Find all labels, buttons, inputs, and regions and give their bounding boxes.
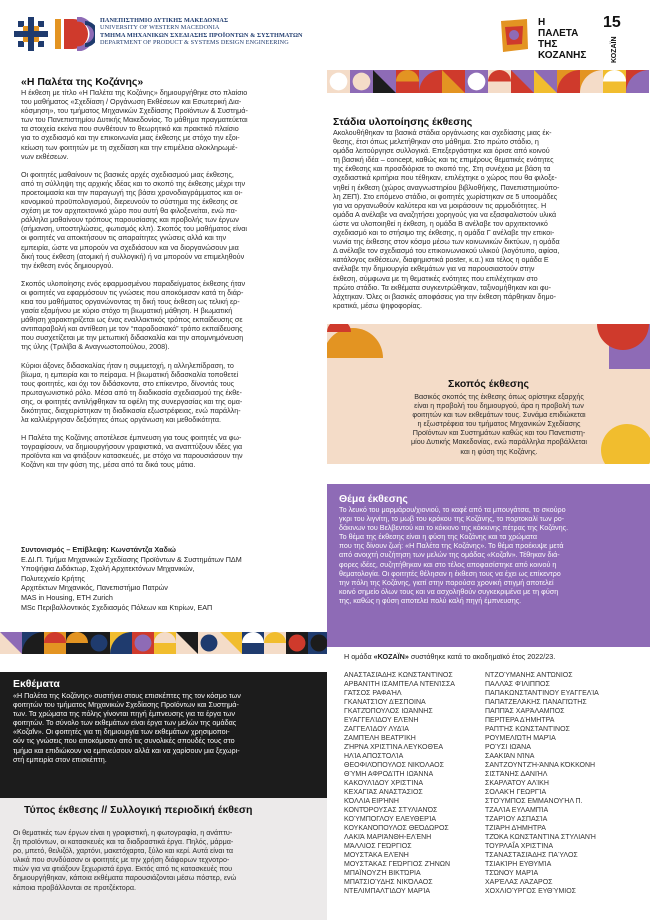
text-line: υλικά που συνδύασαν οι φοιτητές με την χρήση διάφορων τεχνοτρο- — [13, 855, 230, 865]
pattern-shape — [201, 635, 218, 652]
team-intro — [344, 652, 555, 662]
text-line: τμήμα και επιδιώκουν να εμπνεύσουν αλλά και να χαρίσουν μια ξεχωρι- — [13, 745, 240, 755]
kozain-number: 15 — [603, 14, 621, 31]
team-member-name: ΡΟΎΣΙ ΙΩΆΝΑ — [485, 744, 531, 752]
credit-line: MAS in Housing, ETH Zurich — [21, 592, 113, 602]
text-line: αντιπαραβολή και αντίθεση με τον “παραδοσιακό” τρόπο εκπαίδευσης — [21, 324, 243, 334]
text-line: κοινό σημείο όλων τους και να ασχοληθούν συγκεκριμένα με τη φύση — [339, 586, 559, 596]
text-line: φορες ιδέες, συζητήθηκαν και στο τέλος αποφασίστηκε από κοινού η — [339, 559, 557, 569]
text-line: οι φοιτητές να αποκτήσουν τις απαραίτητες γνώσεις αλλά και την — [21, 233, 227, 243]
text-line: προϊόντα και να φτιάξουν κατασκευές, με στόχο να παρουσιάσουν την — [21, 451, 243, 461]
text-line: Η Παλέτα της Κοζάνης αποτέλεσε έμπνευση για τους φοιτητές να φω- — [21, 433, 242, 443]
text-line: κόσμηση», του τμήματος Μηχανικών Σχεδίασης Προϊόντων & Συστημά- — [21, 106, 248, 116]
team-member-name: ΤΣΏΝΟΥ ΜΑΡΊΑ — [485, 870, 539, 878]
team-intro-prefix: Η ομάδα — [344, 652, 374, 661]
text-line: που της δίνουν ζωή: «Η Παλέτα της Κοζάνης». Το θέμα προέκυψε μετά — [339, 541, 564, 551]
text-line: τη βασική ιδέα – concept, καθώς και τις επιμέρους θεματικές ενότητες — [333, 155, 554, 165]
text-line: βίωμα, η εμπειρία και το πείραμα. Η βιωματική διδασκαλία τοποθετεί — [21, 369, 239, 379]
team-member-name: ΝΤΕΛΙΜΠΑΛΤΊΔΟΥ ΜΑΡΊΑ — [344, 888, 431, 896]
credit-line: MSc Περιβαλλοντικός Σχεδιασμός Πόλεων και Κτιρίων, ΕΑΠ — [21, 602, 213, 612]
decorative-pattern-middle — [0, 632, 327, 672]
team-member-name: ΤΖΑΡΊΟΥ ΑΣΠΑΣΊΑ — [485, 816, 548, 824]
team-member-name: ΠΑΠΑΚΩΝΣΤΑΝΤΊΝΟΥ ΕΥΑΓΓΕΛΊΑ — [485, 690, 599, 698]
purpose-title: Σκοπός έκθεσης — [448, 378, 529, 390]
intro-title: «Η Παλέτα της Κοζάνης» — [21, 76, 144, 88]
text-line: η εξωστρέφεια του τμήματος Μηχανικών Σχεδίασης — [417, 419, 581, 429]
text-line: φοιτητών και των εκθεμάτων τους. Συνάμα επιδιώκεται — [412, 410, 586, 420]
text-line: Κύριοι άξονες διδασκαλίας ήταν η συμμετοχή, η αλληλεπίδραση, το — [21, 360, 234, 370]
team-member-name: ΣΤΟΎΜΠΟΣ ΕΜΜΑΝΟΥΉΛ Π. — [485, 798, 583, 806]
text-line: ομάδα Α ανέλαβε να αναζητήσει χορηγούς για να εξασφαλιστούν υλικά — [333, 209, 557, 219]
team-member-name: ΚΟΝΤΌΡΟΥΣΑΣ ΣΤΥΛΙΑΝΌΣ — [344, 807, 438, 815]
text-line: τογραφίσουν, να δημιουργήσουν γραφιστικά, να αναπτύξουν ιδέες για — [21, 442, 243, 452]
team-member-name: ΠΕΡΠΈΡΑ ΔΉΜΗΤΡΑ — [485, 717, 555, 725]
text-line: ούν τις γνώσεις που αποκόμισαν από τις συνολικές σπουδές τους στο — [13, 736, 235, 746]
team-member-name: ΠΑΛΛΆΣ ΦΊΛΙΠΠΟΣ — [485, 681, 550, 689]
credits-lines — [21, 555, 321, 613]
text-line: γασία εξαμήνου με κύριο στόχο τη βιωματική μάθηση. Η βιωματική — [21, 306, 233, 316]
exhibits-title: Εκθέματα — [13, 678, 60, 690]
logo-line-3: ΤΗΣ — [538, 39, 558, 50]
type-paragraph — [13, 828, 317, 892]
text-line: Οι θεματικές των έργων είναι η γραφιστική, η φωτογραφία, η ανάπτυ- — [13, 828, 233, 837]
text-line: πρωταγωνιστικό ρόλο. Μέσα από τη διαδικασία σχεδιασμού της έκθε- — [21, 387, 242, 397]
text-line: Οι φοιτητές μαθαίνουν τις βασικές αρχές σχεδιασμού μιας έκθεσης, — [21, 169, 234, 179]
text-line: κάποια προβάλλονται σε προτζέκτορα. — [13, 882, 137, 892]
text-line: σχεδιαστικά κριτήρια που τέθηκαν, επιλέχτηκε ο χώρος που θα φιλοξε- — [333, 173, 557, 183]
text-line: πιών για να φτιάξουν ξεχωριστά έργα. Εκτός από τις κατασκευές που — [13, 864, 233, 874]
text-line: Προϊόντων και Συστημάτων καθώς και του Πανεπιστη- — [412, 428, 586, 438]
text-line: από ανοιχτή συζήτηση των μελών της ομάδας «Κοζαΐν». Τέθηκαν διά- — [339, 550, 560, 560]
logo-line-2: ΠΑΛΕΤΑ — [538, 28, 579, 39]
team-member-name: ΤΖΙΆΡΗ ΔΉΜΗΤΡΑ — [485, 825, 546, 833]
team-member-name: ΤΖΌΚΑ ΚΩΝΣΤΑΝΤΊΝΑ ΣΤΥΛΙΑΝΉ — [485, 834, 596, 842]
pattern-shape — [311, 635, 327, 652]
team-member-name: ΠΑΠΠΆΣ ΧΑΡΆΛΑΜΠΟΣ — [485, 708, 565, 716]
text-line: λη ΖΕΠ). Στο επόμενο στάδιο, οι φοιτητές χωρίστηκαν σε 5 υποομάδες — [333, 191, 558, 201]
university-header — [100, 17, 350, 47]
text-line: κεια του μαθήματος οργανώνοντας τη δική τους έκθεση ως τελική ερ- — [21, 296, 240, 306]
purpose-box — [327, 324, 650, 464]
team-member-name: ΚΑΚΟΥΛΊΔΟΥ ΧΡΙΣΤΊΝΑ — [344, 780, 424, 788]
text-line: σης, οι φοιτητές αντιλήφθηκαν τα οφέλη της συνεργασίας και της ομα- — [21, 396, 243, 406]
text-line: ομάδα λειτούργησε συλλογικά. Επεξεργάστηκε και όρισε από κοινού — [333, 146, 550, 156]
text-line: Το λευκό του μαρμάρου/χιονιού, το καφέ από τα μπουγάτσα, το σκούρο — [339, 505, 566, 514]
university-name-en: UNIVERSITY OF WESTERN MACEDONIA — [100, 24, 220, 32]
team-member-name: ΝΤΖΟΎΜΑΝΗΣ ΑΝΤΏΝΙΟΣ — [485, 672, 573, 679]
text-line: τα στοιχεία εκείνα που συνθέτουν το θεωρητικό και πρακτικό πλαίσιο — [21, 124, 239, 134]
pattern-shape — [468, 73, 486, 91]
text-line: Βασικός σκοπός της έκθεσης όπως ορίστηκε εξαρχής — [414, 392, 584, 401]
team-member-name: ΚΕΧΑΓΙΆΣ ΑΝΑΣΤΆΣΙΟΣ — [344, 789, 423, 797]
team-member-name: ΜΟΥΣΤΆΚΑΣ ΓΕΏΡΓΙΟΣ ΖΉΝΩΝ — [344, 861, 451, 869]
text-line: κατάλογος εκθέσεων, διαφημιστικά poster, κ.α.) και τέλος η ομάδα Ε — [333, 255, 549, 265]
text-line: φοιτητών. Το σύνολο των εκθεμάτων είναι έργα των μελών της ομάδας — [13, 718, 237, 728]
department-logo — [55, 17, 95, 51]
team-member-name: ΣΑΑΚΙΆΝ ΝΊΝΑ — [485, 753, 535, 761]
text-line: την έκθεση ενός δημιουργού. — [21, 260, 114, 270]
team-name: «ΚΟΖΑΪΝ» — [373, 652, 409, 661]
intro-paragraph-5 — [21, 433, 314, 469]
text-line: του μαθήματος «Σχεδίαση / Οργάνωση Εκθέσεων και Εσωτερική Δια- — [21, 97, 242, 107]
text-line: εμπειρία, ώστε να μπορούν να σχεδιάσουν και να διοργανώσουν μια — [21, 242, 239, 252]
text-line: της ύλης (Τριλίβα & Αναγνωστοπούλου, 2008). — [21, 342, 170, 352]
pattern-shape — [289, 635, 306, 652]
team-member-name: ΚΟΎΜΠΟΓΛΟΥ ΕΛΕΥΘΕΡΊΑ — [344, 816, 437, 824]
team-member-name: ΜΠΑΪΝΟΥΖΉ ΒΙΚΤΏΡΙΑ — [344, 870, 421, 878]
credit-line: Υποψήφια Διδάκτωρ, Σχολή Αρχιτεκτόνων Μηχανικών, — [21, 564, 195, 574]
text-line: που συσχετίζεται με την μετωπική διδασκαλία και την απομνημόνευση — [21, 333, 244, 343]
text-line: γκρι του λιγνίτη, το μωβ του κρόκου της Κοζάνης, το πορτοκαλί των ρο- — [339, 514, 565, 524]
text-line: για να οργανωθούν καλύτερα και να μοιράσουν τις αρμοδιότητες. Η — [333, 200, 547, 210]
text-line: νων εκθέσεων. — [21, 151, 69, 161]
intro-section — [21, 88, 314, 470]
team-member-name: ΓΚΑΤΖΌΠΟΥΛΟΣ ΙΩΆΝΝΗΣ — [344, 708, 433, 716]
team-member-name: ΡΑΠΤΉΣ ΚΩΝΣΤΑΝΤΊΝΟΣ — [485, 726, 570, 734]
team-member-name: ΧΟΧΛΙΟΎΡΓΟΣ ΕΥΘΎΜΙΟΣ — [485, 888, 577, 896]
team-member-name: ΓΆΤΣΟΣ ΡΑΦΑΉΛ — [344, 690, 402, 698]
text-line: οι φοιτητές να εφαρμόσουν τις γνώσεις που αποκόμισαν κατά τη διάρ- — [21, 287, 244, 297]
pattern-shape — [91, 635, 108, 652]
team-member-name: ΣΙΣΤΆΝΗΣ ΔΑΝΙΉΛ — [485, 771, 548, 779]
theme-box — [327, 484, 650, 647]
intro-paragraph-1 — [21, 88, 314, 161]
team-member-name: ΜΠΑΤΣΙΟΎΔΗΣ ΝΙΚΌΛΑΟΣ — [344, 879, 433, 887]
credit-line: Ε.ΔΙ.Π. Τμήμα Μηχανικών Σχεδίασης Προϊόντων & Συστημάτων ΠΔΜ — [21, 554, 242, 564]
pattern-shape — [353, 73, 371, 91]
team-member-name: ΤΣΑΝΑΣΤΆΣΙΆΔΗΣ ΠΑΎΛΟΣ — [485, 852, 578, 860]
team-members-column-2 — [485, 671, 645, 896]
credit-line: Πολυτεχνείο Κρήτης — [21, 573, 85, 583]
intro-paragraph-3 — [21, 279, 314, 352]
team-member-name: ΡΟΥΜΕΛΙΏΤΗ ΜΑΡΊΑ — [485, 735, 556, 743]
text-line: πρώτο στάδιο. Τα εκθέματα συγκεντρώθηκαν, ταξινομήθηκαν και φυ- — [333, 282, 551, 292]
text-line: προετοιμασία και την παραγωγή της βάσει χρονοδιαγράμματος και οι- — [21, 187, 243, 197]
team-member-name: ΓΚΑΝΑΤΣΊΟΥ ΔΈΣΠΟΙΝΑ — [344, 699, 426, 707]
text-line: νωνία της έκθεσης στον κόσμο μέσω των κοινωνικών δικτύων, η ομάδα — [333, 237, 560, 247]
team-member-name: ΘΕΟΦΙΛΌΠΟΥΛΟΣ ΝΙΚΌΛΑΟΣ — [344, 762, 444, 770]
decorative-pattern-top — [327, 70, 650, 114]
credits — [21, 545, 321, 612]
stages-paragraph — [333, 128, 631, 310]
type-title: Τύπος έκθεσης // Συλλογική περιοδική έκθεση — [24, 804, 253, 816]
text-line: κείωση των φοιτητών με τη σχεδίαση και την επιμέλεια ολοκληρωμέ- — [21, 142, 238, 152]
text-line: «Η Παλέτα της Κοζάνης» συστήνει στους επισκέπτες της τον κόσμο των — [13, 691, 241, 700]
text-line: ώστε να υλοποιηθεί η έκθεση, η ομάδα Β ανέλαβε τον αρχιτεκτονικό — [333, 218, 548, 228]
kozain-word: ΚΟΖΑΪΝ — [611, 36, 618, 63]
team-member-name: ΜΆΛΛΙΟΣ ΓΕΏΡΓΙΟΣ — [344, 843, 412, 851]
exhibits-box — [0, 672, 327, 798]
intro-paragraph-2 — [21, 170, 314, 270]
purpose-paragraph — [393, 392, 605, 456]
text-line: και η φύση της Κοζάνης. — [460, 446, 538, 456]
text-line: κονομικού προϋπολογισμού, διερευνούν το σύστημα της έκθεσης σε — [21, 197, 238, 207]
text-line: Ακολουθήθηκαν τα βασικά στάδια οργάνωσης και σχεδίασης μιας έκ- — [333, 128, 552, 137]
university-logo — [14, 17, 48, 51]
text-line: της, καθώς η φύση αποτελεί πολύ καλή πηγή έμπνευσης. — [339, 595, 522, 605]
team-member-name: ΣΑΝΤΖΟΥΝΤΖΉ-ΆΝΝΑ ΚΌΚΚΟΝΗ — [485, 762, 596, 770]
text-line: στή εμπειρία στον επισκέπτη. — [13, 754, 107, 764]
logo-line-4: ΚΟΖΑΝΗΣ — [538, 50, 587, 61]
team-member-name: ΚΟΥΚΑΝΌΠΟΥΛΟΣ ΘΕΌΔΩΡΟΣ — [344, 825, 449, 833]
text-line: από τη σύλληψη της αρχικής ιδέας και το σκοπό της έκθεσης μέχρι την — [21, 178, 246, 188]
text-line: δική τους έκθεση (ατομική ή συλλογική) ή να μπορούν να επιμεληθούν — [21, 251, 245, 261]
text-line: έκθεση, σύμφωνα με τη θεματικές ενότητες που επιλέχτηκαν στο — [333, 273, 538, 283]
kozain-logo — [603, 15, 627, 63]
text-line: σχέση με τον αρχιτεκτονικό χώρο που αυτή θα φιλοξενείται, ενώ πα- — [21, 206, 238, 216]
text-line: θεματολογία. Οι φοιτητές θέλησαν η έκθεση τους να έχει ως επίκεντρο — [339, 568, 561, 578]
text-line: την πόλη της Κοζάνης, γιατί στην παρούσα χρονική στιγμή αποτελεί — [339, 577, 554, 587]
text-line: δικότητας, διαχειρίστηκαν τη διαδικασία εξωστρέφειας, ενώ παράλλη- — [21, 406, 241, 415]
team-member-name: ΖΉΡΝΑ ΧΡΙΣΤΊΝΑ ΛΕΥΚΟΘΈΑ — [344, 744, 444, 752]
team-member-name: ΑΝΑΣΤΑΣΙΆΔΗΣ ΚΩΝΣΤΑΝΤΊΝΟΣ — [344, 672, 453, 679]
team-member-name: ΧΑΡΈΛΑΣ ΛΆΖΑΡΟΣ — [485, 879, 553, 887]
text-line: λα καλλιέργησαν δεξιότητες όπως οργάνωση και μεθοδικότητα. — [21, 415, 222, 425]
text-line: Σκοπός υλοποίησης ενός εφαρμοσμένου παραδείγματος έκθεσης ήταν — [21, 278, 246, 288]
logo-line-1: Η — [538, 17, 546, 28]
text-line: των του Πανεπιστημίου Δυτικής Μακεδονίας. Το μάθημα πραγματεύεται — [21, 115, 248, 125]
text-line: Κοζάνη και την φύση της, μέσα από τα δικά τους μάτια. — [21, 460, 196, 470]
team-member-name: ΣΟΛΑΚΉ ΓΕΩΡΓΊΑ — [485, 789, 547, 797]
text-line: ανέλαβε την δημιουργία εκθεμάτων για να παρουσιαστούν στην — [333, 264, 535, 274]
text-line: τους φοιτητές, και όχι τον διδάσκοντα, στο επίκεντρο, δίνοντάς τους — [21, 378, 235, 388]
team-member-name: ΕΥΑΓΓΕΛΊΔΟΥ ΕΛΈΝΗ — [344, 717, 419, 725]
team-member-name: ΜΟΥΣΤΆΚΑ ΕΛΈΝΗ — [344, 852, 409, 860]
team-member-name: ΤΣΙΑΚΊΡΗ ΕΥΘΥΜΊΑ — [485, 861, 552, 869]
text-line: μάθηση χαρακτηρίζεται ως ένας εναλλακτικός τρόπος εκπαίδευσης σε — [21, 315, 243, 325]
type-box — [0, 798, 327, 920]
exhibition-emblem — [497, 15, 531, 55]
team-member-name: ΖΑΓΓΕΛΊΔΟΥ ΛΥΔΊΑ — [344, 726, 409, 734]
text-line: λάχτηκαν. Όλες οι βασικές αποφάσεις για την έκθεση πάρθηκαν δημο- — [333, 291, 557, 301]
text-line: ξη προϊόντων, οι κατασκευές και τα διαδραστικά έργα. Πηλός, μάρμα- — [13, 837, 234, 847]
text-line: για το σχεδιασμό και την επικοινωνία μιας έκθεσης με στόχο την εξοι- — [21, 133, 240, 143]
intro-paragraph-4 — [21, 361, 314, 425]
text-line: δημιουργήθηκαν, κάποια εκθέματα παρουσιάζονται μέσω πόστερ, ενώ — [13, 873, 237, 883]
team-member-name: ΤΟΥΡΛΑΪ́Α ΧΡΙΣΤΊΝΑ — [485, 843, 554, 851]
team-intro-suffix: συστάθηκε κατά το ακαδημαϊκό έτος 2022/23. — [408, 652, 556, 661]
pattern-shape — [330, 73, 348, 91]
department-name-gr: ΤΜΗΜΑ ΜΗΧΑΝΙΚΩΝ ΣΧΕΔΙΑΣΗΣ ΠΡΟΪΟΝΤΩΝ & ΣΥΣΤΗΜΑΤΩΝ — [100, 31, 303, 39]
text-line: θεσης, έτσι όπως μελετήθηκαν στο μάθημα. Στο πρώτο στάδιο, η — [333, 137, 539, 147]
text-line: σχεδιασμό και το στήσιμο της έκθεσης, η ομάδα Γ ανέλαβε την επικοι- — [333, 228, 555, 238]
exhibits-paragraph — [13, 691, 317, 764]
text-line: φοιτητών του τμήματος Μηχανικών Σχεδίασης Προϊόντων και Συστημά- — [13, 700, 239, 710]
team-member-name: ΚΌΛΛΙΑ ΕΙΡΉΝΗ — [344, 798, 399, 806]
text-line: δάκινων του Βελβεντού και το κόκκινο της κόκκινης πέτρας της Κοζάνης. — [339, 523, 569, 533]
text-line: κρατικά, μέσω ψηφοφορίας. — [333, 300, 423, 310]
text-line: Δ ανέλαβε τον σχεδιασμό του επικοινωνιακού υλικού (λογότυπο, αφίσα, — [333, 246, 560, 256]
theme-paragraph — [339, 505, 641, 605]
pattern-shape — [135, 635, 152, 652]
text-line: ρο, μπετό, θειλιζόλ, χαρτόνι, μακετόχαρτα, ξύλο και κερί. Αυτά είναι τα — [13, 846, 234, 856]
text-line: «Κοζαΐν». Οι φοιτητές για τη δημιουργία των εκθεμάτων χρησιμοποι- — [13, 727, 230, 737]
text-line: ράλληλα μαθαίνουν τρόπους παρουσίασης και προβολής των έργων — [21, 215, 239, 225]
team-member-name: ΛΑΚΙΆ ΜΑΡΙΆΝΘΗ-ΕΛΈΝΗ — [344, 834, 432, 842]
text-line: μίου Δυτικής Μακεδονίας, ενώ παράλληλα προβάλλεται — [411, 437, 587, 447]
university-name-gr: ΠΑΝΕΠΙΣΤΗΜΙΟ ΔΥΤΙΚΗΣ ΜΑΚΕΔΟΝΙΑΣ — [100, 17, 229, 24]
text-line: Το θέμα της έκθεσης είναι η φύση της Κοζάνης και τα χρώματα — [339, 532, 538, 542]
team-member-name: ΗΛΊΑ ΑΠΟΣΤΟΛΊΑ — [344, 753, 404, 761]
text-line: νηθεί η έκθεση (χώρος αναγνωστηρίου βιβλιοθήκης, Πανεπιστημιούπο- — [333, 182, 560, 192]
team-member-name: ΠΑΠΑΤΖΕΛΆΚΗΣ ΠΑΝΑΓΙΏΤΗΣ — [485, 699, 587, 707]
team-member-name: ΣΚΑΡΛΆΤΟΥ ΑΛΊΚΗ — [485, 780, 549, 788]
theme-title: Θέμα έκθεσης — [339, 493, 408, 505]
credit-line: Αρχιτέκτων Μηχανικός, Πανεπιστήμιο Πατρών — [21, 583, 168, 593]
text-line: είναι η προβολή του δημιουργού, άρα η προβολή των — [414, 401, 584, 411]
team-members-column-1 — [344, 671, 494, 896]
team-member-name: ΘΎΜΗ ΑΦΡΟΔΊΤΗ ΙΩΆΝΝΑ — [344, 771, 434, 779]
team-member-name: ΖΑΜΠΈΛΗ ΒΕΑΤΡΊΚΗ — [344, 735, 416, 743]
credits-heading: Συντονισμός – Επίβλεψη: Κωνστάντζα Χαδιώ — [21, 545, 177, 554]
text-line: Η έκθεση με τίτλο «Η Παλέτα της Κοζάνης» δημιουργήθηκε στο πλαίσιο — [21, 88, 248, 97]
department-name-en: DEPARTMENT OF PRODUCT & SYSTEMS DESIGN ENGINEERING — [100, 39, 289, 47]
stages-title: Στάδια υλοποίησης έκθεσης — [333, 116, 473, 128]
team-member-name: ΤΖΑΛΊΑ ΕΥΛΑΜΠΊΑ — [485, 807, 549, 815]
team-member-name: ΑΡΒΑΝΊΤΗ ΙΣΑΜΠΈΛΑ ΝΤΕΝΊΣΣΑ — [344, 681, 455, 689]
text-line: των. Τα χρώματα της πόλης γίνονται πηγή έμπνευσης για τα έργα των — [13, 709, 235, 719]
exhibition-logo-text — [538, 17, 588, 61]
text-line: (σήμανση, υποστηλώσεις, φωτισμός κλπ). Σκοπός του μαθήματος είναι — [21, 224, 248, 234]
text-line: της έκθεσης και προσδιόρισε το σκοπό της. Στη συνέχεια με βάση τα — [333, 164, 551, 174]
